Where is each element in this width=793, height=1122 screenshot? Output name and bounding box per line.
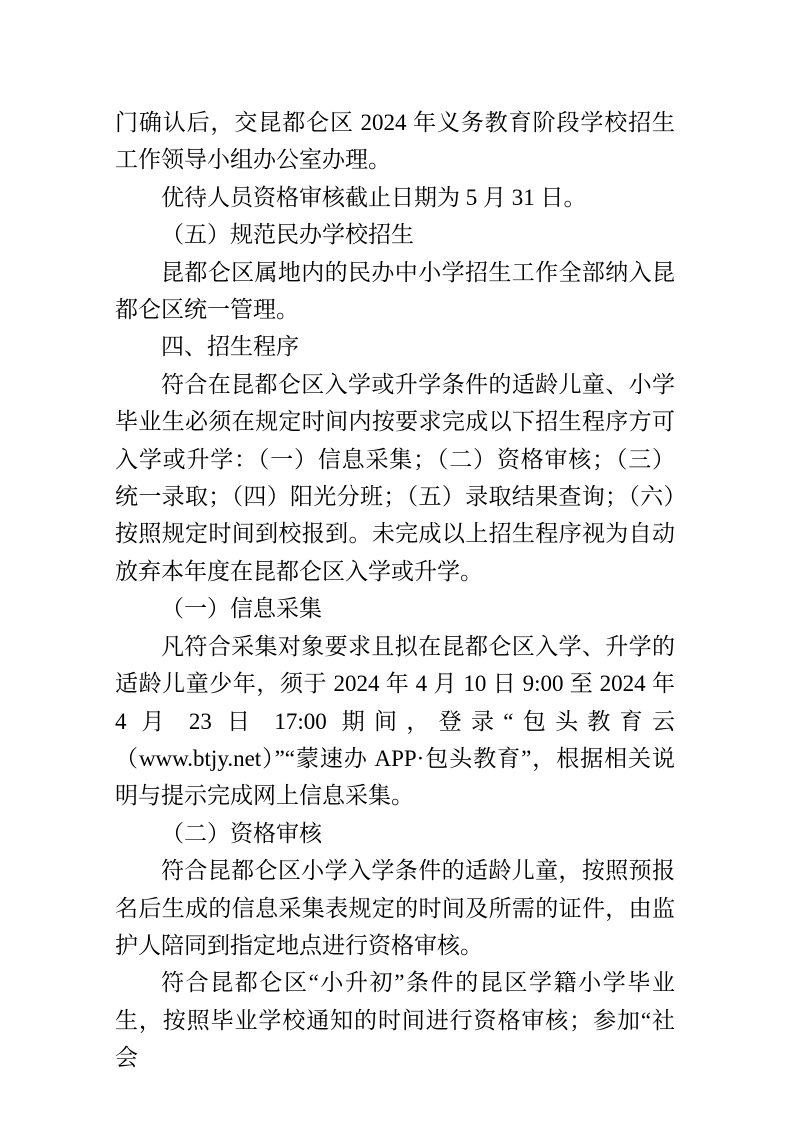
- paragraph-office-handling: 门确认后，交昆都仑区 2024 年义务教育阶段学校招生工作领导小组办公室办理。: [115, 110, 675, 173]
- paragraph-primary-school-review: 符合昆都仑区小学入学条件的适龄儿童，按照预报名后生成的信息采集表规定的时间及所需的证件，由监护人陪同到指定地点进行资格审核。: [115, 858, 675, 958]
- paragraph-private-school-management: 昆都仑区属地内的民办中小学招生工作全部纳入昆都仑区统一管理。: [115, 259, 675, 323]
- paragraph-information-collection-detail: 凡符合采集对象要求且拟在昆都仑区入学、升学的适龄儿童少年，须于 2024 年 4 月 10 日 9:00 至 2024 年 4 月 23 日 17:00 期间，登录“包头教育云（www.btjy.net）”“蒙速办 APP·包头教育”，根据相关说明与提示完成网上信息采集。: [115, 633, 675, 809]
- heading-private-school-enrollment: （五）规范民办学校招生: [161, 222, 414, 248]
- heading-enrollment-procedure: 四、招生程序: [161, 334, 299, 360]
- paragraph-deadline: 优待人员资格审核截止日期为 5 月 31 日。: [161, 184, 587, 210]
- paragraph-procedure-steps: 符合在昆都仑区入学或升学条件的适龄儿童、小学毕业生必须在规定时间内按要求完成以下招生程序方可入学或升学：（一）信息采集；（二）资格审核；（三）统一录取；（四）阳光分班；（五）录取结果查询；（六）按照规定时间到校报到。未完成以上招生程序视为自动放弃本年度在昆都仑区入学或升学。: [115, 371, 675, 584]
- heading-information-collection: （一）信息采集: [161, 596, 322, 622]
- heading-qualification-review: （二）资格审核: [161, 820, 322, 846]
- paragraph-junior-high-review: 符合昆都仑区“小升初”条件的昆区学籍小学毕业生，按照毕业学校通知的时间进行资格审核；参加“社会: [115, 970, 675, 1071]
